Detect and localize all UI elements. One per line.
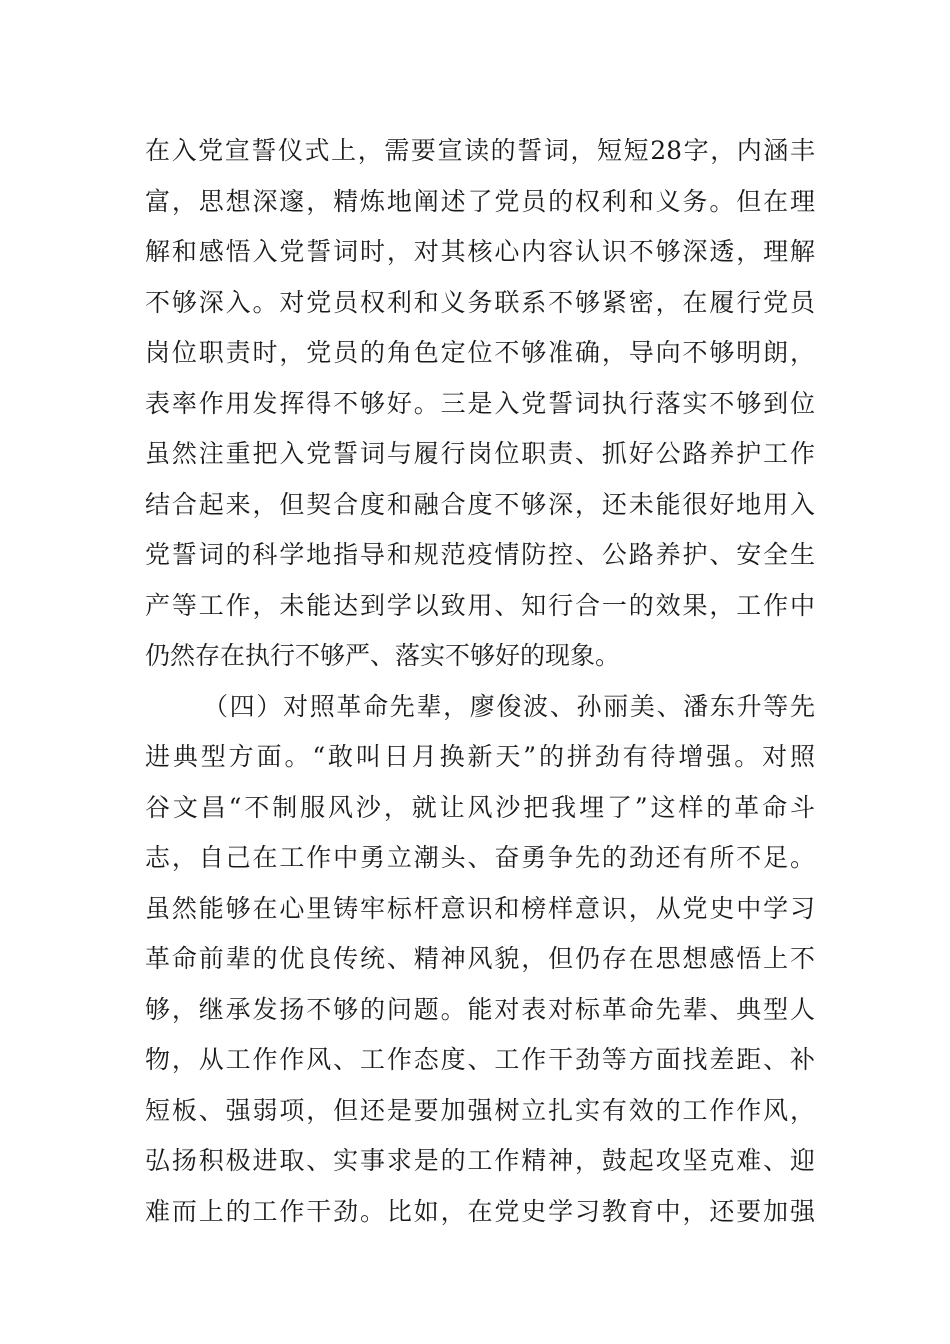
text-line-19: 物，从工作作风、工作态度、工作干劲等方面找差距、补 — [145, 1045, 815, 1074]
text-line-10: 产等工作，未能达到学以致用、知行合一的效果，工作中 — [145, 590, 815, 620]
text-line-11: 仍然存在执行不够严、落实不够好的现象。 — [145, 641, 621, 670]
text-line-8: 结合起来，但契合度和融合度不够深，还未能很好地用入 — [145, 489, 815, 519]
text-line-16: 虽然能够在心里铸牢标杆意识和榜样意识，从党史中学习 — [145, 893, 815, 923]
text-line-5: 岗位职责时，党员的角色定位不够准确，导向不够明朗， — [145, 338, 815, 367]
text-line-17: 革命前辈的优良传统、精神风貌，但仍存在思想感悟上不 — [145, 944, 815, 973]
text-line-7: 虽然注重把入党誓词与履行岗位职责、抓好公路养护工作 — [145, 439, 815, 468]
text-line-18: 够，继承发扬不够的问题。能对表对标革命先辈、典型人 — [145, 994, 815, 1024]
text-line-3: 解和感悟入党誓词时，对其核心内容认识不够深透，理解 — [145, 237, 815, 266]
body-text — [145, 126, 815, 1237]
text-line-20: 短板、强弱项，但还是要加强树立扎实有效的工作作风， — [145, 1095, 815, 1125]
text-line-22: 难而上的工作干劲。比如，在党史学习教育中，还要加强 — [145, 1196, 815, 1226]
text-line-9: 党誓词的科学地指导和规范疫情防控、公路养护、安全生 — [145, 540, 815, 569]
text-line-1: 在入党宣誓仪式上，需要宣读的誓词，短短28字，内涵丰 — [145, 136, 815, 165]
text-line-15: 志，自己在工作中勇立潮头、奋勇争先的劲还有所不足。 — [145, 843, 815, 872]
text-line-2: 富，思想深邃，精炼地阐述了党员的权利和义务。但在理 — [145, 186, 815, 216]
text-line-14: 谷文昌“不制服风沙，就让风沙把我埋了”这样的革命斗 — [145, 792, 815, 822]
text-line-13: 进典型方面。“敢叫日月换新天”的拼劲有待增强。对照 — [145, 742, 815, 771]
text-line-4: 不够深入。对党员权利和义务联系不够紧密，在履行党员 — [145, 287, 815, 317]
paragraph-heading-four: （四）对照革命先辈，廖俊波、孙丽美、潘东升等先 — [203, 691, 815, 721]
text-line-6: 表率作用发挥得不够好。三是入党誓词执行落实不够到位 — [145, 388, 815, 418]
text-line-21: 弘扬积极进取、实事求是的工作精神，鼓起攻坚克难、迎 — [145, 1146, 815, 1175]
